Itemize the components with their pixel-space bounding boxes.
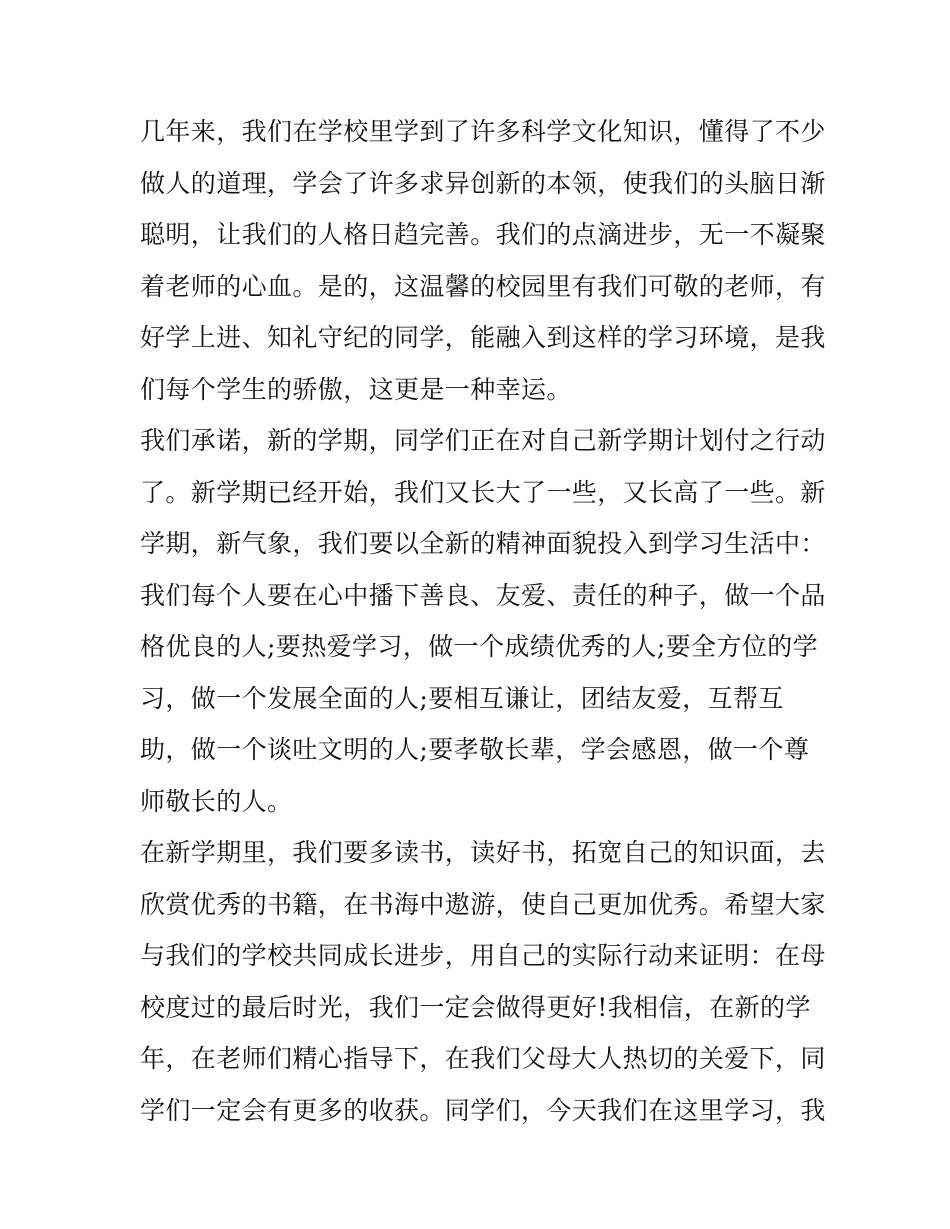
text-line: 助，做一个谈吐文明的人;要孝敬长辈，学会感恩，做一个尊: [140, 735, 810, 764]
text-line: 聪明，让我们的人格日趋完善。我们的点滴进步，无一不凝聚: [140, 220, 826, 249]
text-line: 好学上进、知礼守纪的同学，能融入到这样的学习环境，是我: [140, 323, 826, 352]
text-line: 做人的道理，学会了许多求异创新的本领，使我们的头脑日渐: [140, 168, 826, 198]
text-line: 们每个学生的骄傲，这更是一种幸运。: [140, 374, 572, 404]
text-line: 了。新学期已经开始，我们又长大了一些，又长高了一些。新: [140, 477, 826, 507]
text-line: 学们一定会有更多的收获。同学们，今天我们在这里学习，我: [140, 1095, 826, 1125]
text-line: 欣赏优秀的书籍，在书海中遨游，使自己更加优秀。希望大家: [140, 889, 826, 919]
text-line: 着老师的心血。是的，这温馨的校园里有我们可敬的老师，有: [140, 271, 826, 301]
paragraph-3: [140, 827, 826, 1136]
text-line: 学期，新气象，我们要以全新的精神面貌投入到学习生活中：: [140, 529, 826, 558]
text-line: 在新学期里，我们要多读书，读好书，拓宽自己的知识面，去: [140, 838, 826, 867]
body-text: [140, 106, 826, 1136]
text-line: 我们每个人要在心中播下善良、友爱、责任的种子，做一个品: [140, 580, 826, 610]
text-line: 校度过的最后时光，我们一定会做得更好!我相信，在新的学: [140, 992, 811, 1022]
text-line: 习，做一个发展全面的人;要相互谦让，团结友爱，互帮互: [140, 683, 784, 713]
text-line: 几年来，我们在学校里学到了许多科学文化知识，懂得了不少: [140, 117, 826, 146]
paragraph-1: [140, 106, 826, 415]
text-line: 与我们的学校共同成长进步，用自己的实际行动来证明：在母: [140, 941, 826, 970]
paragraph-2: [140, 415, 826, 827]
text-line: 师敬长的人。: [140, 786, 293, 816]
text-line: 我们承诺，新的学期，同学们正在对自己新学期计划付之行动: [140, 426, 826, 455]
text-line: 年，在老师们精心指导下，在我们父母大人热切的关爱下，同: [140, 1044, 826, 1073]
text-line: 格优良的人;要热爱学习，做一个成绩优秀的人;要全方位的学: [140, 632, 819, 661]
